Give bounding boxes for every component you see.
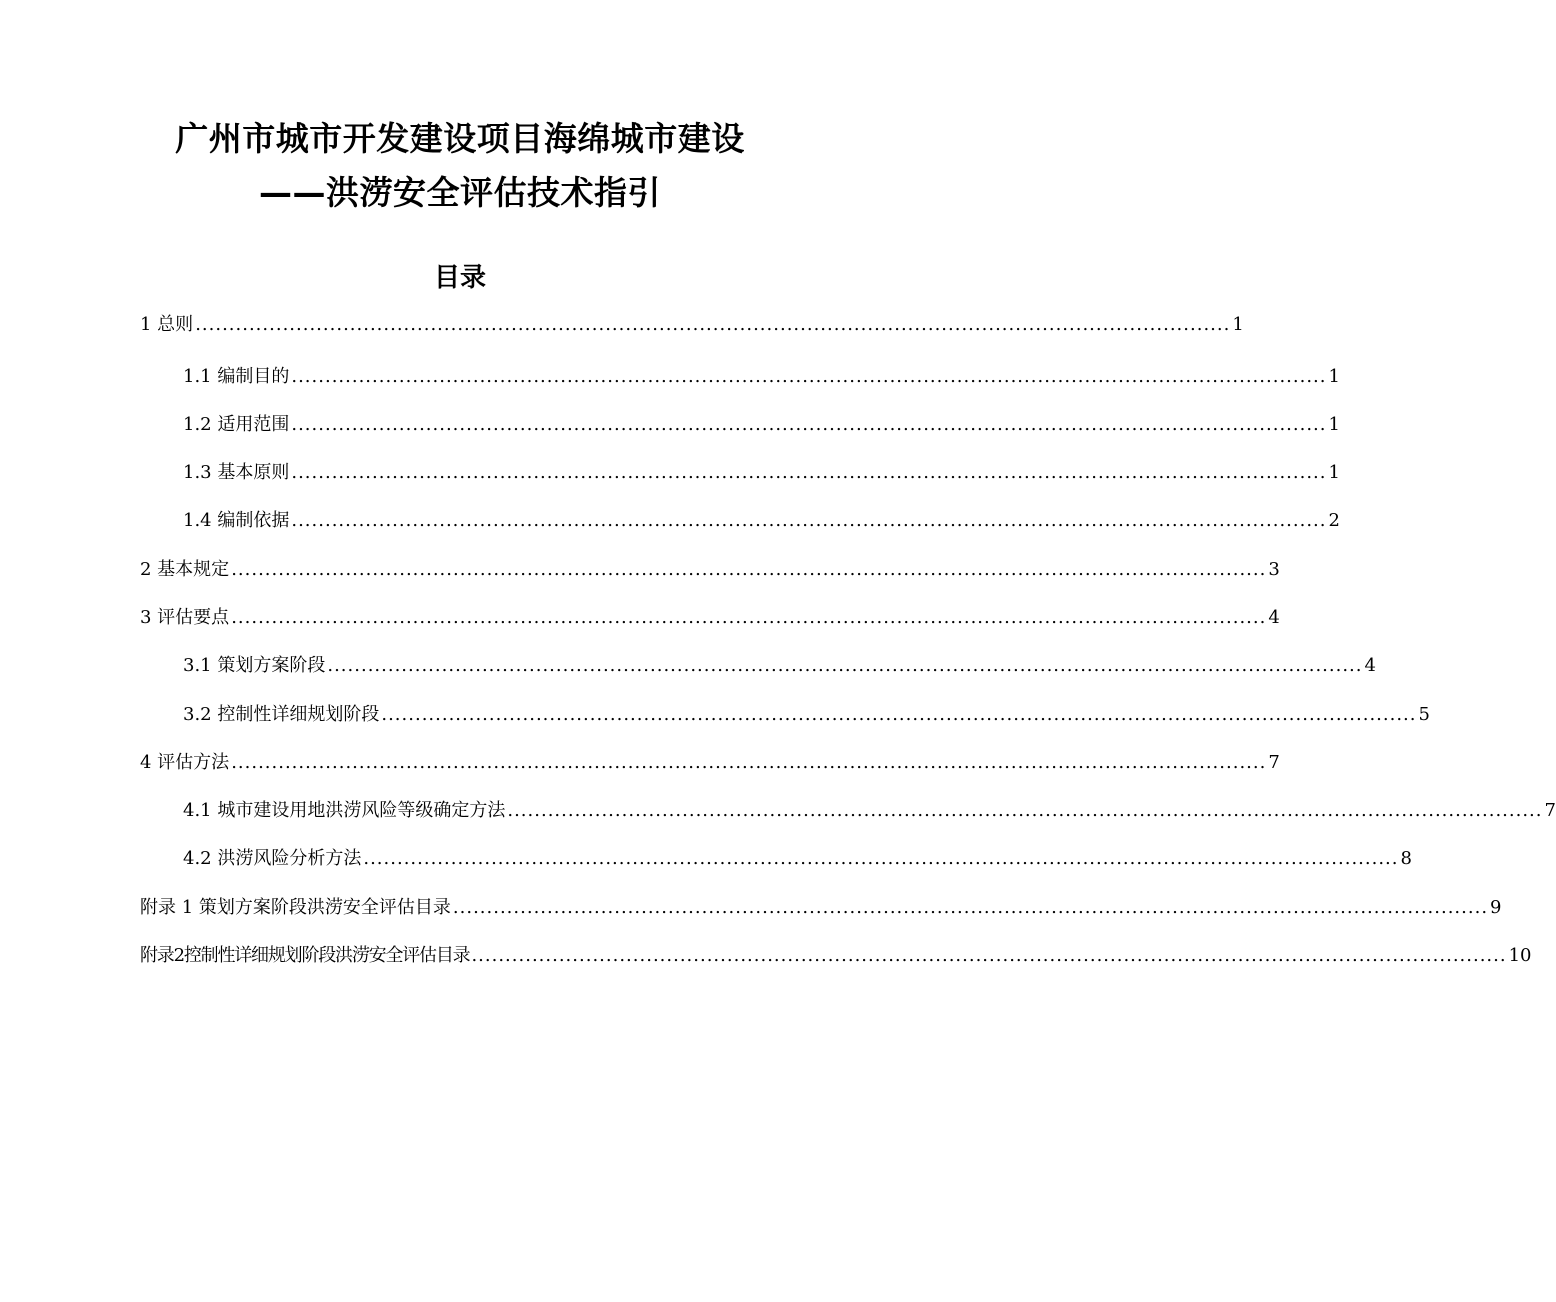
toc-entry-page: 9 bbox=[1490, 897, 1502, 918]
toc-entry-label: 4.2 洪涝风险分析方法 bbox=[183, 848, 362, 869]
toc-entry[interactable] bbox=[183, 506, 1340, 536]
toc-entry-page: 1 bbox=[1328, 414, 1340, 435]
toc-leader-dots: .......................................................................................................................................................... bbox=[291, 510, 1327, 531]
toc-leader-dots: .......................................................................................................................................................... bbox=[231, 607, 1267, 628]
document-title-line-2: ——洪涝安全评估技术指引 bbox=[259, 173, 661, 212]
toc-entry-page: 4 bbox=[1268, 607, 1280, 628]
toc-entry-label: 4 评估方法 bbox=[140, 752, 230, 773]
toc-entry-page: 7 bbox=[1268, 752, 1280, 773]
toc-entry-page: 1 bbox=[1328, 366, 1340, 387]
toc-leader-dots: .......................................................................................................................................................... bbox=[327, 655, 1363, 676]
toc-entry-page: 10 bbox=[1508, 945, 1532, 966]
toc-entry[interactable] bbox=[183, 844, 1412, 874]
toc-entry-page: 2 bbox=[1328, 510, 1340, 531]
toc-entry[interactable] bbox=[140, 555, 1280, 585]
toc-leader-dots: .......................................................................................................................................................... bbox=[363, 848, 1399, 869]
toc-entry-label: 2 基本规定 bbox=[140, 559, 230, 580]
document-title-line-1: 广州市城市开发建设项目海绵城市建设 bbox=[175, 119, 745, 158]
toc-entry[interactable] bbox=[183, 410, 1340, 440]
toc-entry-page: 8 bbox=[1400, 848, 1412, 869]
toc-entry-page: 1 bbox=[1328, 462, 1340, 483]
toc-entry-page: 1 bbox=[1232, 314, 1244, 335]
toc-entry-label: 附录 1 策划方案阶段洪涝安全评估目录 bbox=[140, 897, 451, 918]
toc-entry-label: 1.4 编制依据 bbox=[183, 510, 290, 531]
toc-entry[interactable] bbox=[140, 603, 1280, 633]
toc-entry-label: 3 评估要点 bbox=[140, 607, 230, 628]
toc-entry-page: 7 bbox=[1544, 800, 1556, 821]
toc-entry[interactable] bbox=[183, 362, 1340, 392]
toc-leader-dots: .......................................................................................................................................................... bbox=[471, 945, 1507, 966]
toc-entry[interactable] bbox=[140, 941, 1532, 971]
toc-entry[interactable] bbox=[140, 893, 1502, 923]
toc-entry[interactable] bbox=[140, 748, 1280, 778]
toc-entry[interactable] bbox=[140, 310, 1244, 340]
toc-leader-dots: .......................................................................................................................................................... bbox=[231, 752, 1267, 773]
toc-leader-dots: .......................................................................................................................................................... bbox=[291, 366, 1327, 387]
toc-entry-label: 3.1 策划方案阶段 bbox=[183, 655, 326, 676]
toc-entry-label: 1.3 基本原则 bbox=[183, 462, 290, 483]
toc-entry[interactable] bbox=[183, 700, 1430, 730]
toc-leader-dots: .......................................................................................................................................................... bbox=[452, 897, 1489, 918]
toc-entry-page: 3 bbox=[1268, 559, 1280, 580]
toc-leader-dots: .......................................................................................................................................................... bbox=[195, 314, 1231, 335]
toc-leader-dots: .......................................................................................................................................................... bbox=[231, 559, 1267, 580]
toc-leader-dots: .......................................................................................................................................................... bbox=[291, 462, 1327, 483]
toc-entry-label: 1 总则 bbox=[140, 314, 194, 335]
document-title bbox=[0, 112, 920, 220]
toc-entry-label: 1.2 适用范围 bbox=[183, 414, 290, 435]
toc-leader-dots: .......................................................................................................................................................... bbox=[291, 414, 1327, 435]
toc-entry[interactable] bbox=[183, 458, 1340, 488]
toc-entry-label: 附录2控制性详细规划阶段洪涝安全评估目录 bbox=[140, 945, 470, 966]
toc-entry-page: 4 bbox=[1364, 655, 1376, 676]
toc-leader-dots: .......................................................................................................................................................... bbox=[381, 704, 1417, 725]
toc-entry[interactable] bbox=[183, 796, 1556, 826]
toc-entry-page: 5 bbox=[1418, 704, 1430, 725]
toc-entry[interactable] bbox=[183, 651, 1376, 681]
toc-leader-dots: .......................................................................................................................................................... bbox=[507, 800, 1543, 821]
toc-entry-label: 1.1 编制目的 bbox=[183, 366, 290, 387]
toc-entry-label: 4.1 城市建设用地洪涝风险等级确定方法 bbox=[183, 800, 506, 821]
toc-entry-label: 3.2 控制性详细规划阶段 bbox=[183, 704, 380, 725]
toc-heading: 目录 bbox=[433, 263, 486, 293]
